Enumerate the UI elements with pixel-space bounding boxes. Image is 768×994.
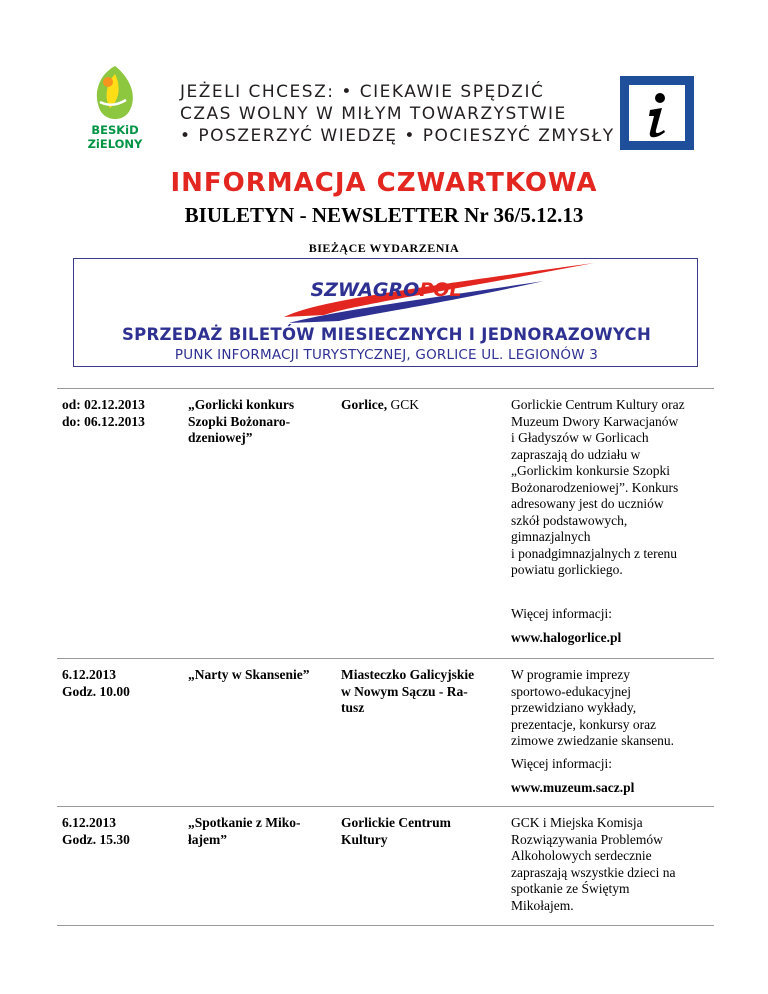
- event-title: [188, 397, 330, 447]
- page-title: INFORMACJA CZWARTKOWA: [170, 168, 598, 198]
- svg-text:BESKiD: BESKiD: [91, 123, 139, 137]
- newsletter-subtitle: BIULETYN - NEWSLETTER Nr 36/5.12.13: [184, 203, 584, 227]
- more-info-link[interactable]: www.muzeum.sacz.pl: [511, 780, 635, 795]
- event-place: Miasteczko Galicyjskie w Nowym Sączu - Ra- tusz: [341, 667, 475, 715]
- event-description: Gorlickie Centrum Kultury oraz Muzeum Dwory Karwacjanów i Gładyszów w Gorlicach zapraszają do udziału w „Gorlickim konkursie Szopki Bożonarodzeniowej”. Konkurs adresowany jest do uczniów szkół podstawowych, gimnazjalnych i ponadgimnazjalnych z terenu powiatu gorlickiego.: [511, 397, 685, 577]
- more-info-link[interactable]: www.halogorlice.pl: [511, 630, 622, 645]
- event-description: W programie imprezy sportowo-edukacyjnej przewidziano wykłady, prezentacje, konkursy oraz zimowe zwiedzanie skansenu.: [511, 667, 675, 748]
- title-line: „Spotkanie z Miko-: [188, 815, 301, 830]
- place-city: Gorlice,: [341, 397, 388, 412]
- banner-address: PUNK INFORMACJI TURYSTYCZNEJ, GORLICE UL. LEGIONÓW 3: [174, 347, 599, 363]
- event-title: [188, 815, 330, 848]
- place-venue: GCK: [387, 397, 419, 412]
- table-divider: [57, 806, 714, 807]
- date-day: 6.12.2013: [62, 667, 116, 682]
- more-info-label: Więcej informacji:: [511, 756, 613, 771]
- event-title: [188, 667, 330, 684]
- title-line: dzeniowej”: [188, 430, 253, 445]
- table-divider: [57, 658, 714, 659]
- slogan-line-3: • POSZERZYĆ WIEDZĘ • POCIESZYĆ ZMYSŁY: [180, 126, 615, 146]
- date-time: Godz. 10.00: [62, 683, 130, 699]
- info-icon: [620, 76, 694, 150]
- beskid-zielony-logo: [70, 62, 160, 152]
- date-day: 6.12.2013: [62, 815, 116, 830]
- szwagropol-logo: [74, 259, 699, 323]
- more-info-label: Więcej informacji:: [511, 606, 613, 621]
- date-time: Godz. 15.30: [62, 831, 130, 847]
- title-line: „Gorlicki konkurs: [188, 397, 295, 412]
- section-label: BIEŻĄCE WYDARZENIA: [308, 241, 460, 255]
- banner-headline: SPRZEDAŻ BILETÓW MIESIECZNYCH I JEDNORAZOWYCH: [121, 325, 652, 344]
- title-line: „Narty w Skansenie”: [188, 667, 310, 682]
- event-date: [62, 397, 180, 430]
- event-place: [341, 397, 497, 414]
- title-line: Szopki Bożonaro-: [188, 413, 291, 429]
- table-divider: [57, 925, 714, 926]
- event-description: GCK i Miejska Komisja Rozwiązywania Problemów Alkoholowych serdecznie zapraszają wszystkie dzieci na spotkanie ze Świętym Mikołajem.: [511, 815, 676, 913]
- event-place: Gorlickie Centrum Kultury: [341, 815, 451, 847]
- title-line: łajem”: [188, 831, 227, 847]
- szwagropol-banner: [73, 258, 698, 367]
- date-from: od: 02.12.2013: [62, 397, 145, 412]
- slogan-line-1: JEŻELI CHCESZ: • CIEKAWIE SPĘDZIĆ: [180, 82, 545, 102]
- szwagropol-brand-text: SZWAGROPOL: [310, 279, 462, 301]
- date-to: do: 06.12.2013: [62, 413, 145, 429]
- event-date: [62, 667, 180, 700]
- event-date: [62, 815, 180, 848]
- table-divider: [57, 388, 714, 389]
- svg-text:ZiELONY: ZiELONY: [87, 137, 143, 151]
- slogan-line-2: CZAS WOLNY W MIŁYM TOWARZYSTWIE: [180, 104, 567, 124]
